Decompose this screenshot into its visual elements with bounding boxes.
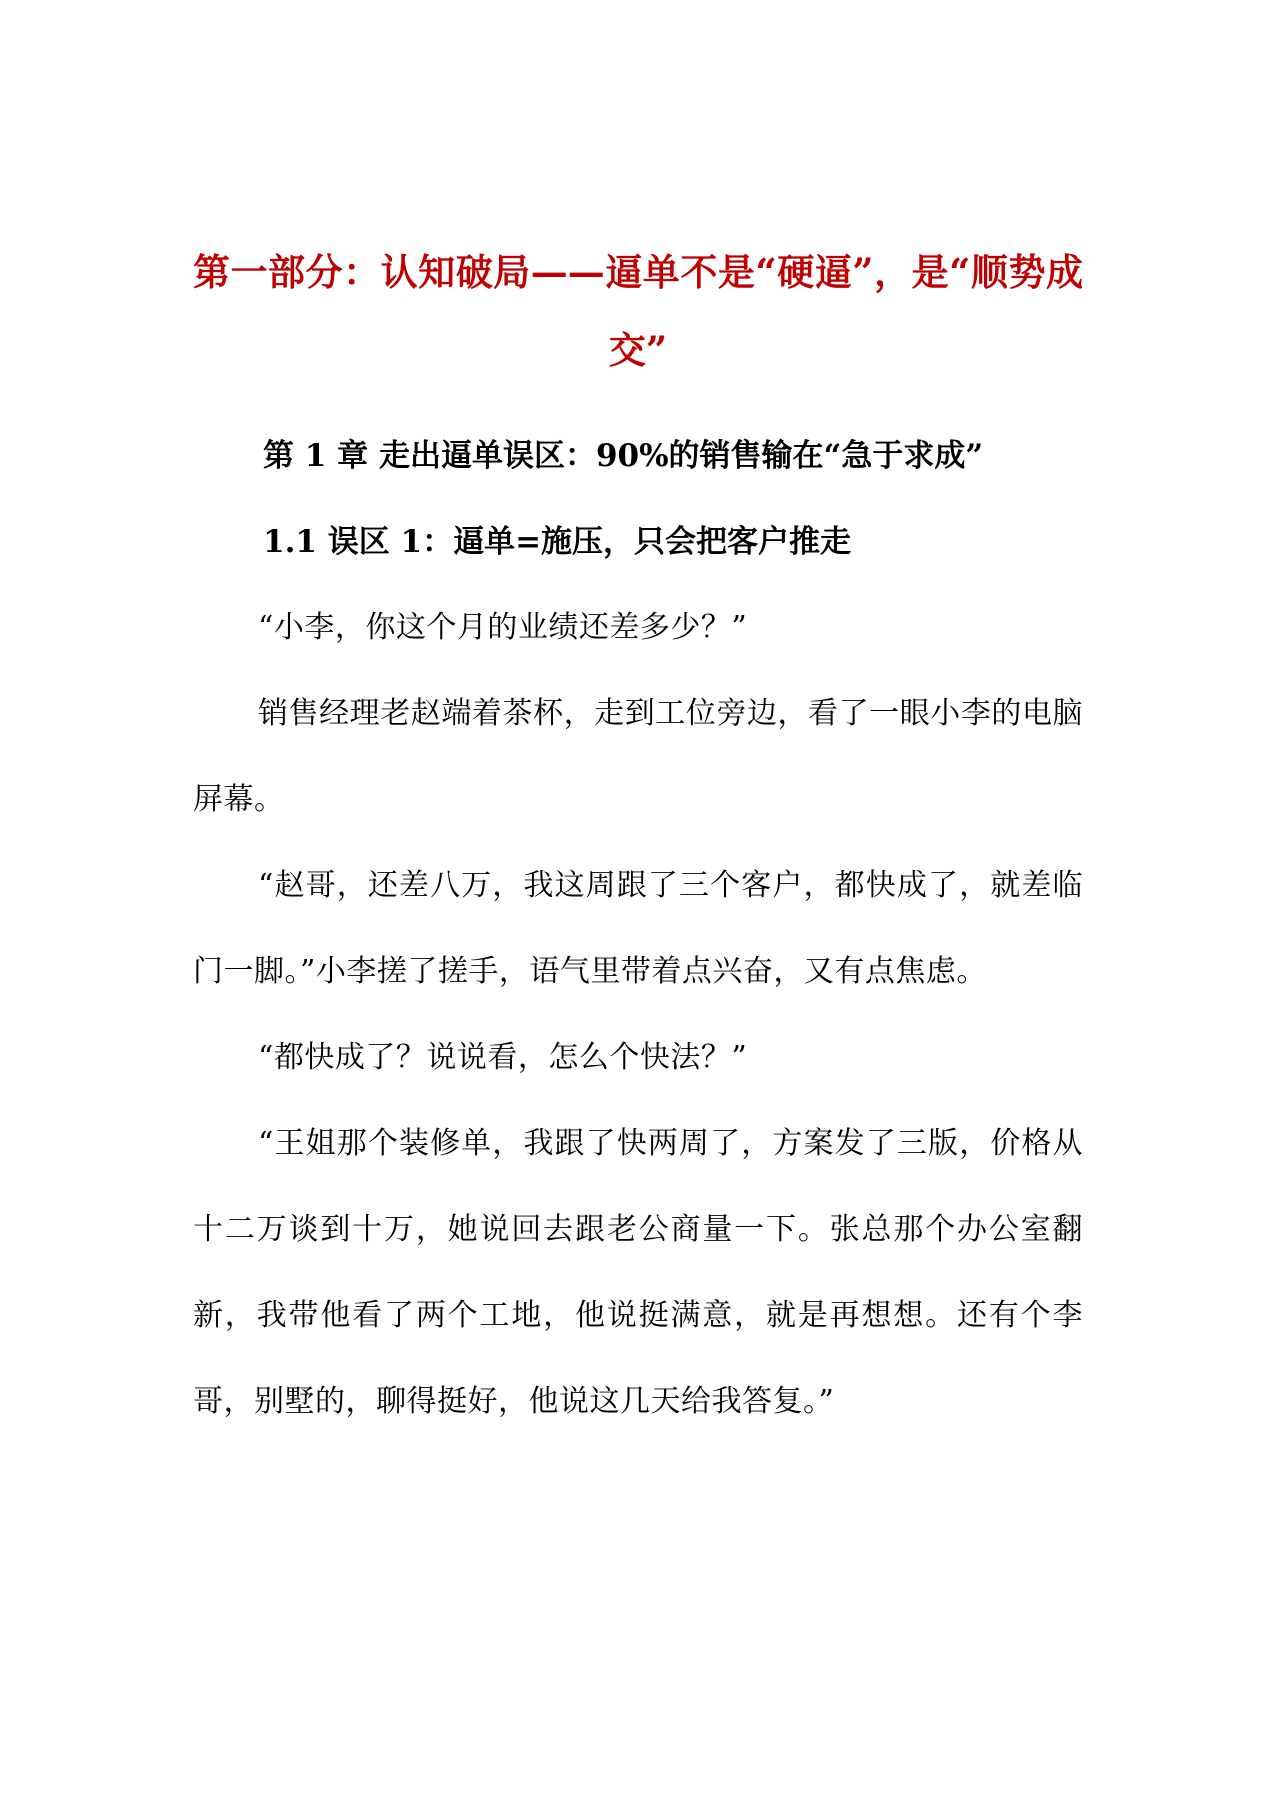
body-paragraph: “小李，你这个月的业绩还差多少？”: [258, 610, 748, 645]
part-title: 第一部分：认知破局——逼单不是“硬逼”，是“顺势成交”: [193, 250, 1083, 372]
document-page: [193, 248, 1083, 1445]
body-paragraph: 销售经理老赵端着茶杯，走到工位旁边，看了一眼小李的电脑屏幕。: [193, 696, 1083, 817]
body-paragraph: “都快成了？说说看，怎么个快法？”: [258, 1040, 748, 1075]
section-title: 1.1 误区 1：逼单=施压，只会把客户推走: [263, 524, 852, 560]
body-paragraph: “王姐那个装修单，我跟了快两周了，方案发了三版，价格从十二万谈到十万，她说回去跟老公商量一下。张总那个办公室翻新，我带他看了两个工地，他说挺满意，就是再想想。还有个李哥，别墅的，聊得挺好，他说这几天给我答复。”: [193, 1126, 1083, 1419]
body-paragraph: “赵哥，还差八万，我这周跟了三个客户，都快成了，就差临门一脚。”小李搓了搓手，语气里带着点兴奋，又有点焦虑。: [193, 868, 1083, 989]
chapter-title: 第 1 章 走出逼单误区：90%的销售输在“急于求成”: [263, 438, 984, 474]
